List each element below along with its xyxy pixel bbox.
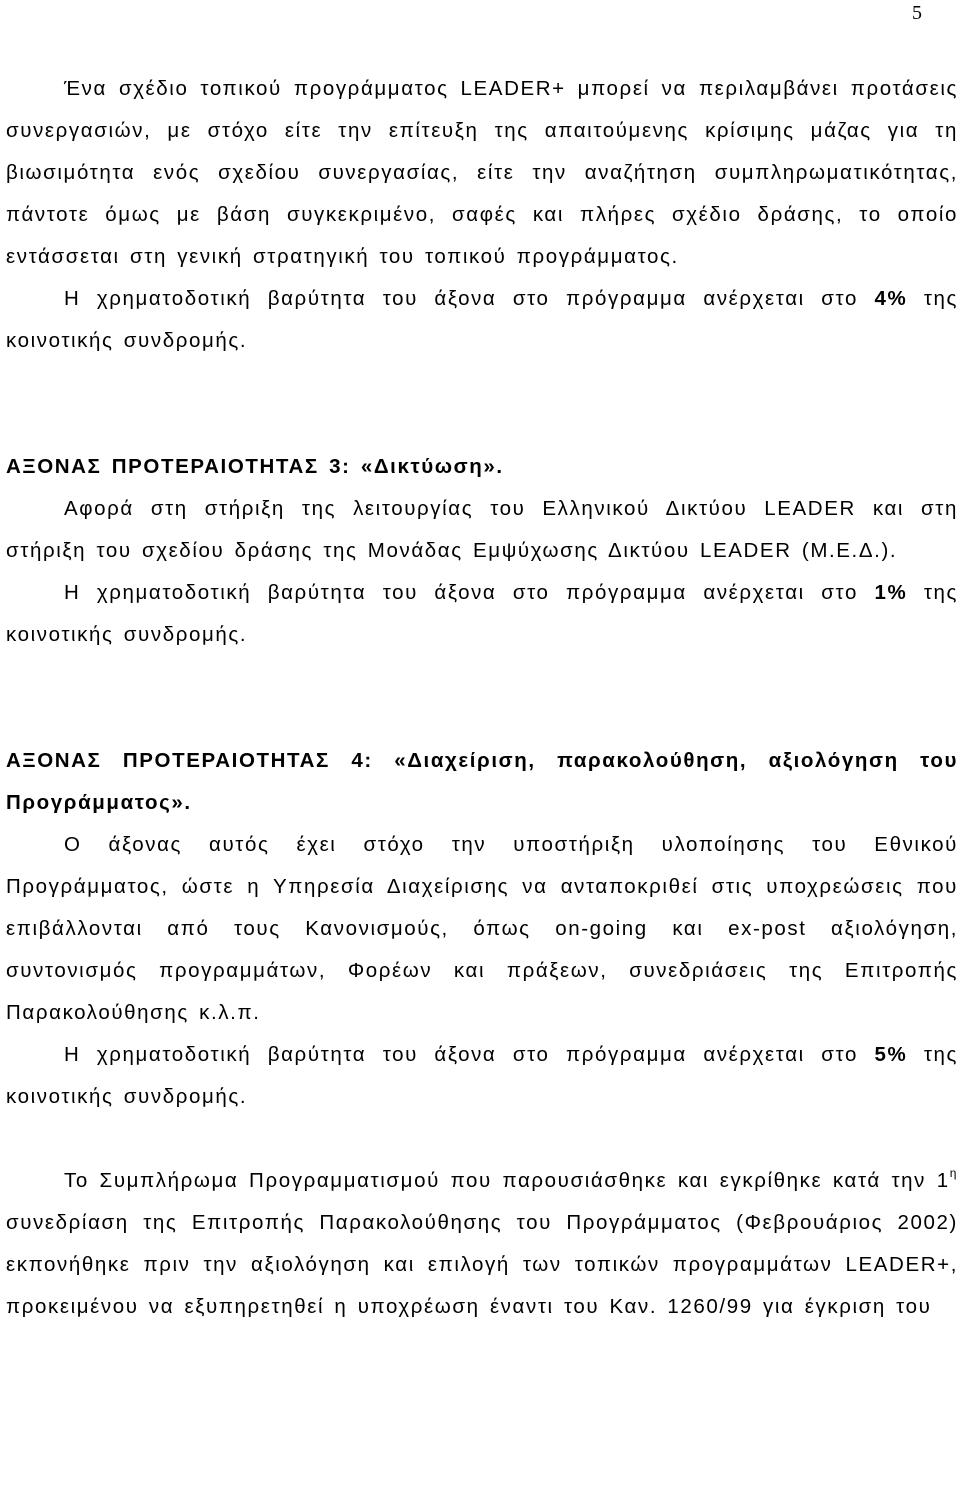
axis4-weight-paragraph	[6, 1034, 958, 1118]
axis4-paragraph: Ο άξονας αυτός έχει στόχο την υποστήριξη υλοποίησης του Εθνικού Προγράμματος, ώστε η Υπηρεσία Διαχείρισης να ανταποκριθεί στις υποχρεώσεις που επιβάλλονται από τους Κανονισμούς, όπως on-going και ex-post αξιολόγηση, συντονισμός προγραμμάτων, Φορέων και πράξεων, συνεδριάσεις της Επιτροπής Παρακολούθησης κ.λ.π.	[6, 833, 958, 1024]
axis3-heading: ΑΞΟΝΑΣ ΠΡΟΤΕΡΑΙΟΤΗΤΑΣ 3: «Δικτύωση».	[6, 455, 504, 478]
weight-suffix: της κοινοτικής συνδρομής.	[6, 287, 958, 352]
axis3-paragraph: Αφορά στη στήριξη της λειτουργίας του Ελληνικού Δικτύου LEADER και στη στήριξη του σχεδίου δράσης της Μονάδας Εμψύχωσης Δικτύου LEADER (Μ.Ε.Δ.).	[6, 497, 958, 562]
intro-paragraph: Ένα σχέδιο τοπικού προγράμματος LEADER+ μπορεί να περιλαμβάνει προτάσεις συνεργασιών, με στόχο είτε την επίτευξη της απαιτούμενης κρίσιμης μάζας για τη βιωσιμότητα ενός σχεδίου συνεργασίας, είτε την αναζήτηση συμπληρωματικότητας, πάντοτε όμως με βάση συγκεκριμένο, σαφές και πλήρες σχέδιο δράσης, το οποίο εντάσσεται στη γενική στρατηγική του τοπικού προγράμματος.	[6, 77, 958, 268]
spacer	[6, 1118, 958, 1160]
final-text-end: συνεδρίαση της Επιτροπής Παρακολούθησης του Προγράμματος (Φεβρουάριος 2002) εκπονήθηκε πριν την αξιολόγηση και επιλογή των τοπικών προγραμμάτων LEADER+, προκειμένου να εξυπηρετηθεί η υποχρέωση έναντι του Καν. 1260/99 για έγκριση του	[6, 1211, 958, 1318]
axis2-weight-paragraph	[6, 278, 958, 362]
weight-suffix: της κοινοτικής συνδρομής.	[6, 581, 958, 646]
weight-value: 5%	[874, 1043, 908, 1066]
weight-value: 4%	[874, 287, 908, 310]
weight-text: Η χρηματοδοτική βαρύτητα του άξονα στο πρόγραμμα ανέρχεται στο	[64, 287, 858, 310]
spacer	[6, 362, 958, 446]
spacer	[6, 656, 958, 740]
final-text-start: Το Συμπλήρωμα Προγραμματισμού που παρουσιάσθηκε και εγκρίθηκε κατά την 1	[64, 1169, 950, 1192]
weight-value: 1%	[874, 581, 908, 604]
weight-text: Η χρηματοδοτική βαρύτητα του άξονα στο πρόγραμμα ανέρχεται στο	[64, 1043, 858, 1066]
axis4-heading: ΑΞΟΝΑΣ ΠΡΟΤΕΡΑΙΟΤΗΤΑΣ 4: «Διαχείριση, παρακολούθηση, αξιολόγηση του Προγράμματος».	[6, 749, 958, 814]
document-body	[6, 68, 958, 1328]
weight-text: Η χρηματοδοτική βαρύτητα του άξονα στο πρόγραμμα ανέρχεται στο	[64, 581, 858, 604]
page-number: 5	[912, 2, 922, 24]
ordinal-superscript: η	[949, 1166, 958, 1180]
final-paragraph	[6, 1160, 958, 1328]
weight-suffix: της κοινοτικής συνδρομής.	[6, 1043, 958, 1108]
axis3-weight-paragraph	[6, 572, 958, 656]
